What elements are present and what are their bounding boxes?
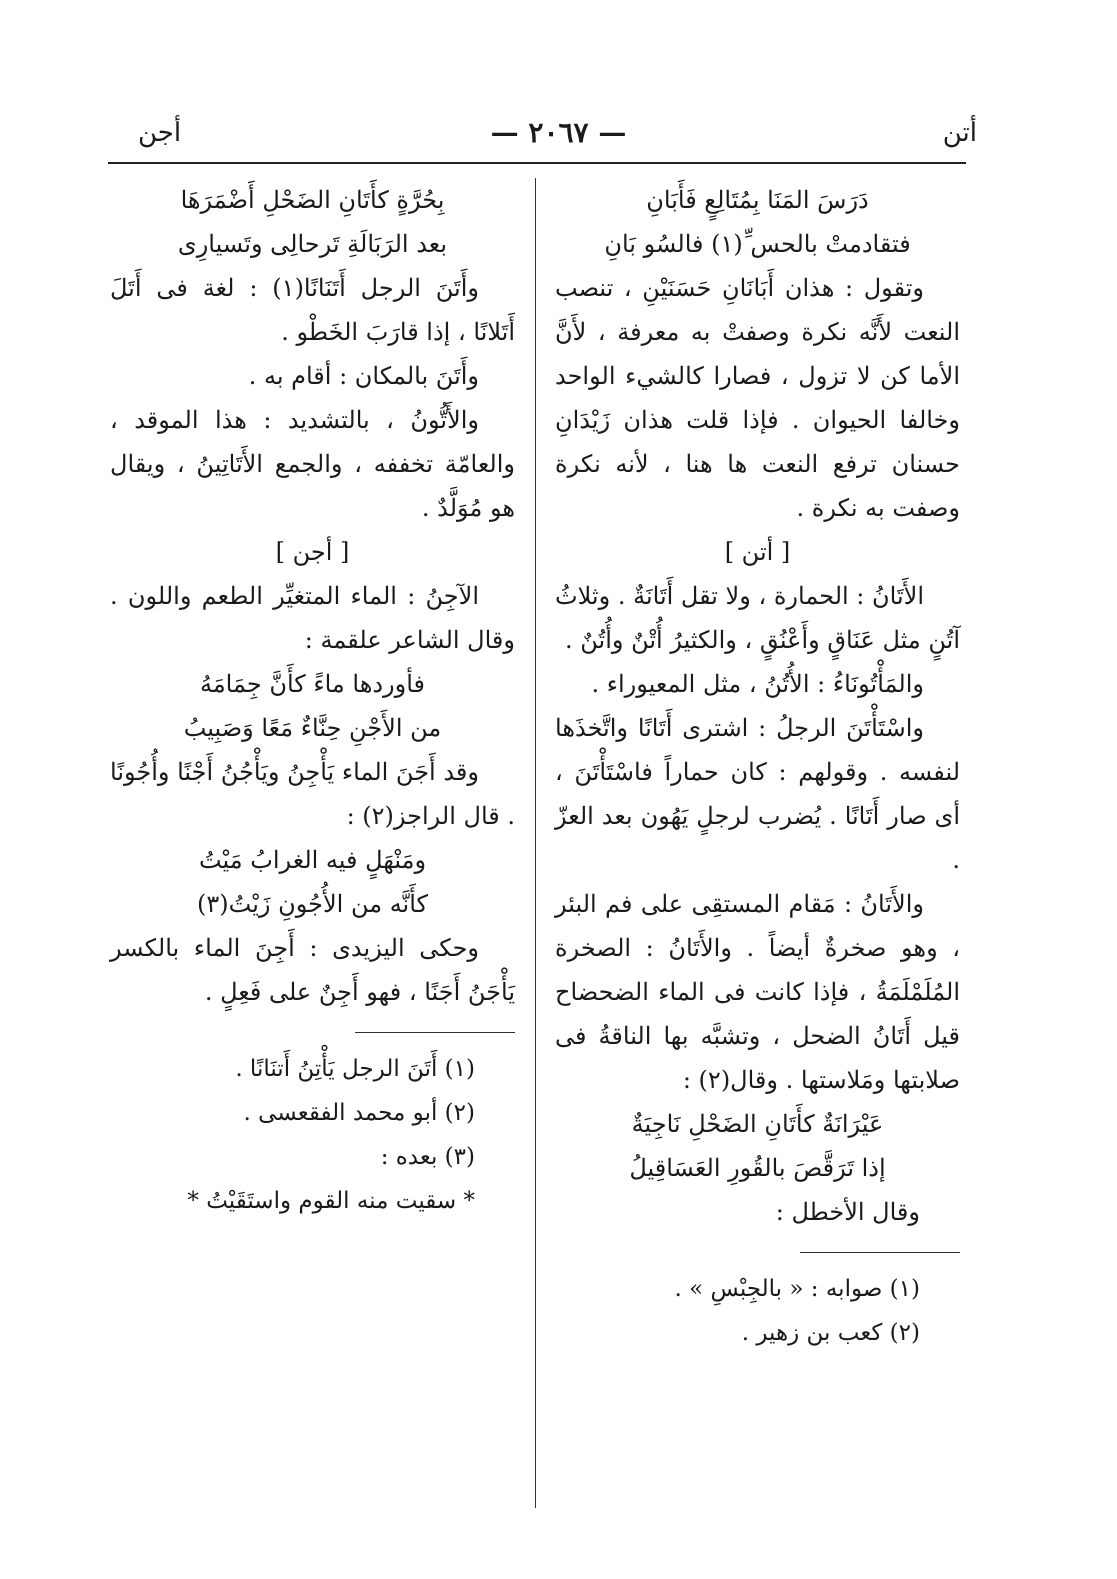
- verse-line: إذا تَرَقَّصَ بالقُورِ العَسَاقِيلُ: [629, 1154, 886, 1182]
- verse-line: من الأَجْنِ حِنَّاءٌ مَعًا وَصَبِيبُ: [183, 714, 442, 742]
- left-column: [110, 178, 515, 1223]
- right-column: [555, 178, 960, 1355]
- paragraph: الأَتَانُ : الحمارة ، ولا تقل أَتَانَةٌ . وثلاثُ آتُنٍ مثل عَنَاقٍ وأَعْنُقٍ ، والكثيرُ أُتْنٌ وأُتُنٌ .: [555, 582, 960, 654]
- verse-line: دَرَسَ المَنَا بِمُتَالِعٍ فَأَبَانِ: [646, 186, 869, 214]
- footnote: (١) أَتَنَ الرجل يَأْتِنُ أَتنَانًا .: [235, 1056, 475, 1082]
- footnote-rule: [800, 1252, 960, 1253]
- paragraph: والأَتَانُ : مَقام المستقِى على فم البئر ، وهو صخرةٌ أيضاً . والأَتَانُ : الصخرة المُلَمْلَمَةُ ، فإذا كانت فى الماء الضحضاح قيل أَتَانُ الضحل ، وتشبَّه بها الناقةُ فى صلابتها ومَلاستها . وقال(٢) :: [555, 890, 960, 1094]
- paragraph: وحكى اليزيدى : أَجِنَ الماء بالكسر يَأْجَنُ أَجَنًا ، فهو أَجِنٌ على فَعِلٍ .: [110, 934, 515, 1006]
- verse-line: عَيْرَانَةٌ كأَتَانِ الضَحْلِ نَاجِيَةٌ: [631, 1110, 884, 1138]
- footnote-rule: [355, 1032, 515, 1033]
- verse-line: ومَنْهَلٍ فيه الغرابُ مَيْتُ: [198, 846, 427, 874]
- footnote: * سقيت منه القوم واستَقَيْتُ *: [187, 1188, 475, 1214]
- entry-heading-atn: [ أتن ]: [724, 538, 791, 566]
- verse-line: بِحُرَّةٍ كأَتَانِ الضَحْلِ أَضْمَرَهَا: [180, 186, 445, 214]
- running-head-left: أجن: [138, 118, 182, 148]
- footnote: (٢) أبو محمد الفقعسى .: [243, 1100, 475, 1126]
- paragraph: وقد أَجَنَ الماء يَأْجِنُ ويَأْجُنُ أَجْنًا وأُجُونًا . قال الراجز(٢) :: [110, 758, 515, 830]
- column-divider: [535, 178, 536, 1508]
- verse-line: فتقادمتْ بالحس ِّ(١) فالسُو بَانِ: [604, 230, 911, 258]
- paragraph: والمَأْتُونَاءُ : الأُتُنُ ، مثل المعيوراء .: [591, 670, 924, 698]
- paragraph: والأَتُّونُ ، بالتشديد : هذا الموقد ، والعامّة تخففه ، والجمع الأَتَاتِينُ ، ويقال هو مُوَلَّدٌ .: [110, 406, 515, 522]
- paragraph: الآجِنُ : الماء المتغيِّر الطعم واللون . وقال الشاعر علقمة :: [110, 582, 515, 654]
- footnote: (١) صوابه : « بالجِبْسِ » .: [674, 1276, 920, 1302]
- paragraph: وقال الأخطل :: [775, 1198, 920, 1226]
- entry-heading-ajn: [ أجن ]: [275, 538, 350, 566]
- paragraph: وأَتَنَ الرجل أَتَنَانًا(١) : لغة فى أَتَلَ أَتَلانًا ، إذا قارَبَ الخَطْو .: [110, 274, 515, 346]
- paragraph: واسْتَأْتَنَ الرجلُ : اشترى أَتَانًا واتَّخذَها لنفسه . وقولهم : كان حماراً فاسْتَأْتَنَ ، أى صار أَتَانًا . يُضرب لرجلٍ يَهُون بعد العزّ .: [555, 714, 960, 874]
- paragraph: وتقول : هذان أَبَانَانِ حَسَنَيْنِ ، تنصب النعت لأَنَّه نكرة وصفتْ به معرفة ، لأَنَّ الأما كن لا تزول ، فصارا كالشيء الواحد وخالفا الحيوان . فإذا قلت هذان زَيْدَانِ حسنان ترفع النعت ها هنا ، لأنه نكرة وصفت به نكرة .: [555, 274, 960, 522]
- page-number: — ٢٠٦٧ —: [490, 116, 627, 149]
- verse-line: بعد الرَبَالَةِ تَرحالِى وتَسيارِى: [177, 230, 448, 258]
- verse-line: فأوردها ماءً كأَنَّ جِمَامَهُ: [199, 670, 426, 698]
- paragraph: وأَتَنَ بالمكان : أقام به .: [248, 362, 479, 390]
- header-rule: [108, 162, 966, 164]
- footnote: (٣) بعده :: [380, 1144, 475, 1170]
- running-head-right: أتن: [942, 118, 977, 148]
- footnote: (٢) كعب بن زهير .: [741, 1320, 920, 1346]
- verse-line: كأَنَّه من الأُجُونِ زَيْتُ(٣): [197, 890, 428, 918]
